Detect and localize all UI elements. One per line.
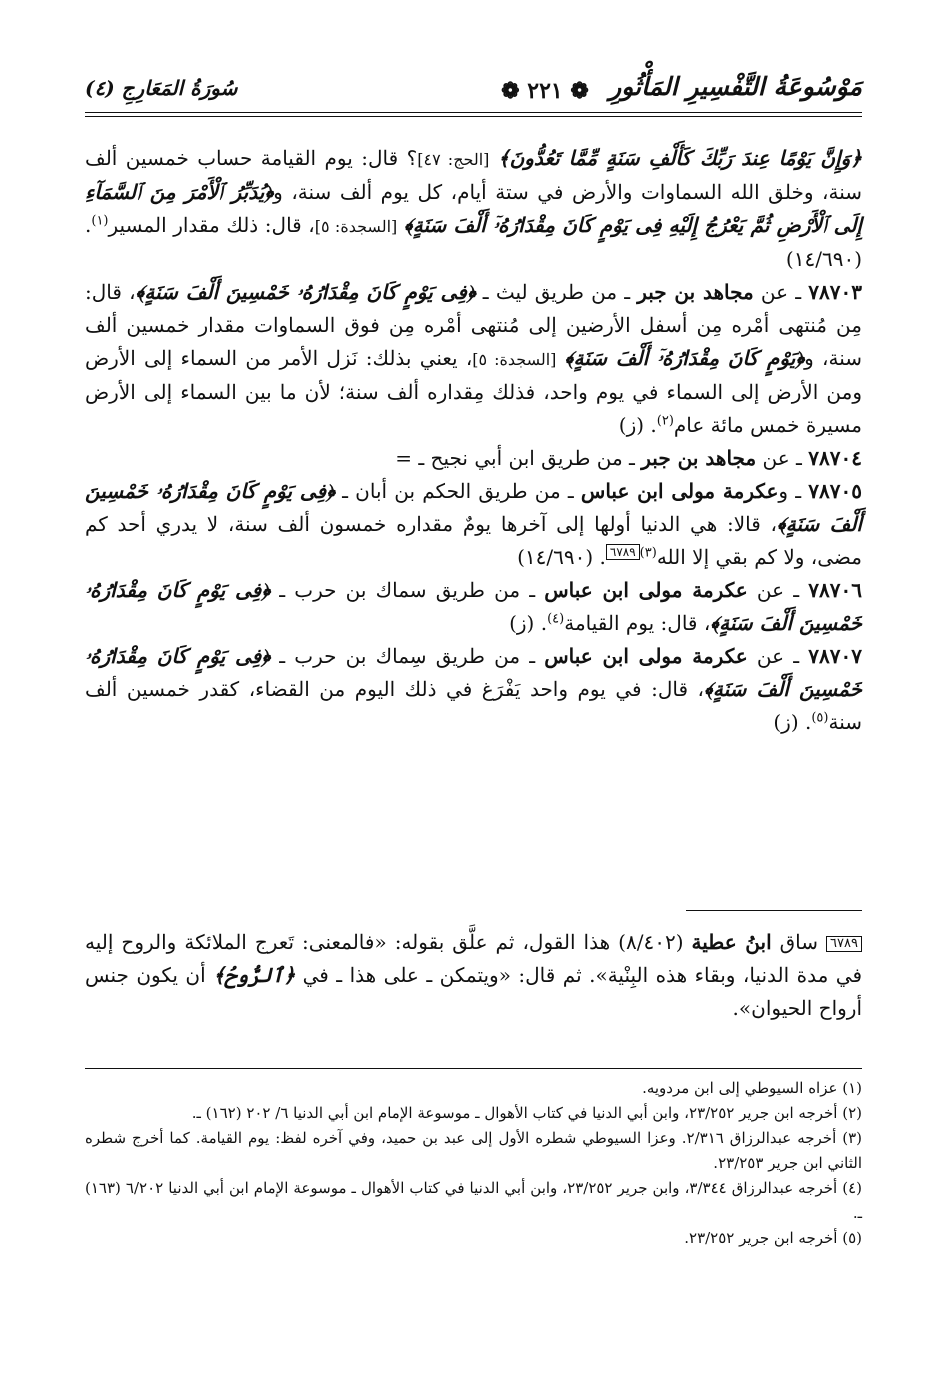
narration-number: ٧٨٧٠٧ [808, 644, 862, 668]
footnote-marker[interactable]: (٢) [656, 413, 674, 429]
verse-reference: [السجدة: ٥] [472, 350, 557, 369]
quran-verse: ﴿يُدَبِّرُ ٱلْأَمْرَ مِنَ ٱلسَّمَآءِ إِلَى ٱلْأَرْضِ ثُمَّ يَعْرُجُ إِلَيْهِ فِى يَوْمٍ كَانَ مِقْدَارُهُۥٓ أَلْفَ سَنَةٍ﴾ [85, 180, 862, 237]
commentary-marker: ٦٧٨٩ [826, 936, 862, 952]
commentary-marker[interactable]: ٦٧٨٩ [606, 544, 640, 560]
quran-verse: ﴿فِى يَوْمٍ كَانَ مِقْدَارُهُۥ خَمْسِينَ أَلْفَ سَنَةٍ﴾ [85, 644, 862, 701]
narration-number: ٧٨٧٠٦ [808, 578, 862, 602]
scholar-name: ابنُ عطية [691, 930, 772, 954]
footnote-1: (١) عزاه السيوطي إلى ابن مردويه. [642, 1079, 862, 1097]
header-rule [85, 112, 862, 113]
narrator-name: مجاهد بن جبر [641, 446, 757, 470]
header-rule-inner [85, 116, 862, 117]
footnotes-rule [85, 1068, 862, 1069]
paragraph-continuation: ﴿وَإِنَّ يَوْمًا عِندَ رَبِّكَ كَأَلْفِ سَنَةٍ مِّمَّا تَعُدُّونَ﴾ [الحج: ٤٧]؟ قال: يوم القيامة حساب خمسين ألف سنة، وخلق الله السماوات والأرض في ستة أيام، كل يوم ألف سنة، و﴿يُدَبِّرُ ٱلْأَمْرَ مِنَ ٱلسَّمَآءِ إِلَى ٱلْأَرْضِ ثُمَّ يَعْرُجُ إِلَيْهِ فِى يَوْمٍ كَانَ مِقْدَارُهُۥٓ أَلْفَ سَنَةٍ﴾ [السجدة: ٥]، قال: ذلك مقدار المسير$^{(١)}$. (١٤/٦٩٠) [85, 146, 863, 271]
footnote-marker[interactable]: (٤) [547, 611, 565, 627]
footnote-marker[interactable]: (٣) [639, 545, 657, 561]
quran-word: ﴿ٱلرُّوحُ﴾ [213, 963, 296, 987]
commentary-note [85, 926, 862, 1025]
footnote-2: (٢) أخرجه ابن جرير ٢٣/٢٥٢، وابن أبي الدنيا في كتاب الأهوال ـ موسوعة الإمام ابن أبي الدنيا ٦/ ٢٠٢ (١٦٢) ـ. [191, 1104, 862, 1122]
commentary-divider [686, 910, 862, 911]
page-number: ❁ ٢٢١ ❁ [501, 78, 589, 104]
quran-verse: ﴿فِى يَوْمٍ كَانَ مِقْدَارُهُۥ خَمْسِينَ أَلْفَ سَنَةٍ﴾ [85, 479, 862, 536]
footnote-marker[interactable]: (١) [91, 213, 109, 229]
narration-item: ٧٨٧٠٥ ـ وعكرمة مولى ابن عباس ـ من طريق الحكم بن أبان ـ ﴿فِى يَوْمٍ كَانَ مِقْدَارُهُۥ خَمْسِينَ أَلْفَ سَنَةٍ﴾، قالا: هي الدنيا أولها إلى آخرها يومٌ مقداره خمسون ألف سنة، لا يدري أحد كم مضى، ولا كم بقي إلا الله$^{(٣)}$٦٧٨٩. (١٤/٦٩٠) [85, 479, 862, 569]
narration-item: ٧٨٧٠٧ ـ عن عكرمة مولى ابن عباس ـ من طريق سِماك بن حرب ـ ﴿فِى يَوْمٍ كَانَ مِقْدَارُهُۥ خَمْسِينَ أَلْفَ سَنَةٍ﴾، قال: في يوم واحد يَفْرَغ في ذلك اليوم من القضاء، كقدر خمسين ألف سنة$^{(٥)}$. (ز) [85, 644, 862, 734]
footnotes [85, 1076, 862, 1251]
quran-verse: ﴿وَإِنَّ يَوْمًا عِندَ رَبِّكَ كَأَلْفِ سَنَةٍ مِّمَّا تَعُدُّونَ﴾ [497, 146, 863, 170]
narration-item: ٧٨٧٠٦ ـ عن عكرمة مولى ابن عباس ـ من طريق سماك بن حرب ـ ﴿فِى يَوْمٍ كَانَ مِقْدَارُهُۥ خَمْسِينَ أَلْفَ سَنَةٍ﴾، قال: يوم القيامة$^{(٤)}$. (ز) [85, 578, 862, 635]
narrator-name: عكرمة مولى ابن عباس [544, 578, 748, 602]
book-title: مَوْسُوعَةُ التَّفْسِيرِ المَأْثُورِ [609, 72, 862, 101]
footnote-marker[interactable]: (٥) [811, 710, 829, 726]
quran-verse: ﴿فِى يَوْمٍ كَانَ مِقْدَارُهُۥ خَمْسِينَ أَلْفَ سَنَةٍ﴾ [135, 280, 476, 304]
narrator-name: عكرمة مولى ابن عباس [580, 479, 779, 503]
footnote-4: (٤) أخرجه عبدالرزاق ٣/٣٤٤، وابن جرير ٢٣/٢٥٢، وابن أبي الدنيا في كتاب الأهوال ـ موسوعة الإمام ابن أبي الدنيا ٦/٢٠٢ (١٦٣) ـ. [85, 1179, 862, 1222]
verse-reference: [السجدة: ٥] [314, 217, 398, 236]
narrator-name: عكرمة مولى ابن عباس [544, 644, 748, 668]
narration-number: ٧٨٧٠٤ [808, 446, 862, 470]
narrator-name: مجاهد بن جبر [637, 280, 754, 304]
footnote-3: (٣) أخرجه عبدالرزاق ٢/٣١٦. وعزا السيوطي شطره الأول إلى عبد بن حميد، وفي آخره لفظ: يوم القيامة. كما أخرج شطره الثاني ابن جرير ٢٣/٢٥٣. [85, 1129, 862, 1172]
main-text [85, 142, 862, 739]
narration-number: ٧٨٧٠٣ [808, 280, 862, 304]
footnote-5: (٥) أخرجه ابن جرير ٢٣/٢٥٢. [684, 1229, 862, 1247]
commentary-paragraph: ٦٧٨٩ ساق ابنُ عطية (٨/٤٠٢) هذا القول، ثم علَّق بقوله: «فالمعنى: تَعرج الملائكة والروح إليه في مدة الدنيا، وبقاء هذه البِنْية». ثم قال: «ويتمكن ـ على هذا ـ في ﴿ٱلرُّوحُ﴾ أن يكون جنس أرواح الحيوان». [85, 930, 863, 1020]
quran-verse: ﴿يَوْمٍ كَانَ مِقْدَارُهُۥٓ أَلْفَ سَنَةٍ﴾ [564, 346, 805, 370]
quran-verse: ﴿فِى يَوْمٍ كَانَ مِقْدَارُهُۥ خَمْسِينَ أَلْفَ سَنَةٍ﴾ [85, 578, 862, 635]
narration-number: ٧٨٧٠٥ [808, 479, 862, 503]
narration-item: ٧٨٧٠٣ ـ عن مجاهد بن جبر ـ من طريق ليث ـ ﴿فِى يَوْمٍ كَانَ مِقْدَارُهُۥ خَمْسِينَ أَلْفَ سَنَةٍ﴾، قال: مِن مُنتهى أمْره مِن أسفل الأرضين إلى مُنتهى أمْره مِن فوق السماوات مقدار خمسين ألف سنة، و﴿يَوْمٍ كَانَ مِقْدَارُهُۥٓ أَلْفَ سَنَةٍ﴾ [السجدة: ٥]، يعني بذلك: نَزل الأمر من السماء إلى الأرض ومن الأرض إلى السماء في يوم واحد، فذلك مِقداره ألف سنة؛ لأن ما بين السماء إلى الأرض مسيرة خمس مائة عام$^{(٢)}$. (ز) [85, 280, 862, 437]
verse-reference: [الحج: ٤٧] [417, 150, 490, 169]
running-header [85, 70, 862, 126]
surah-title: سُورَةُ المَعَارِجِ (٤) [85, 76, 238, 100]
narration-item: ٧٨٧٠٤ ـ عن مجاهد بن جبر ـ من طريق ابن أبي نجيح ـ = [395, 446, 862, 470]
